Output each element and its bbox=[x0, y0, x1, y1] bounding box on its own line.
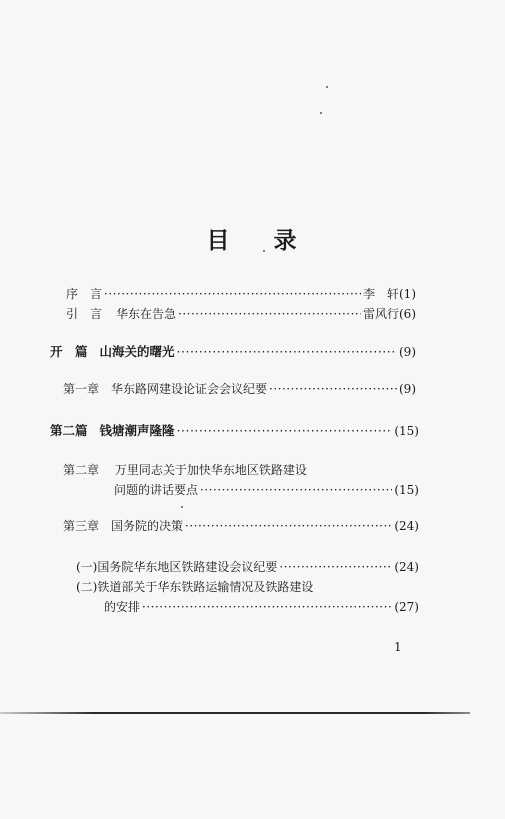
toc-leader-dots bbox=[200, 482, 392, 498]
title-char-2: 录 bbox=[273, 228, 299, 254]
toc-label: 第二篇 bbox=[50, 423, 88, 438]
toc-entry-opening-part[interactable] bbox=[50, 344, 416, 360]
toc-entry-preface[interactable] bbox=[66, 286, 416, 302]
toc-leader-dots bbox=[104, 286, 361, 302]
toc-leader-dots bbox=[177, 344, 397, 360]
toc-page: (9) bbox=[399, 382, 416, 396]
toc-label: 第一章 bbox=[63, 382, 100, 396]
toc-author-page: 雷风行(6) bbox=[363, 307, 416, 321]
toc-leader-dots bbox=[279, 559, 392, 575]
toc-title: 华东在告急 bbox=[116, 307, 177, 321]
toc-entry-chapter-2-line2[interactable] bbox=[114, 482, 419, 498]
toc-leader-dots bbox=[142, 599, 392, 615]
scan-speck bbox=[326, 86, 328, 88]
toc-entry-section-3-1[interactable] bbox=[76, 559, 419, 575]
toc-author-page: 李 轩(1) bbox=[363, 287, 416, 301]
toc-leader-dots bbox=[178, 306, 361, 322]
toc-page: (27) bbox=[394, 600, 419, 614]
toc-title: (一)国务院华东地区铁路建设会议纪要 bbox=[76, 560, 278, 574]
toc-entry-section-3-2-line1[interactable] bbox=[76, 579, 313, 595]
toc-label: 开 篇 bbox=[50, 344, 88, 359]
toc-title: 华东路网建设论证会会议纪要 bbox=[111, 382, 268, 396]
toc-entry-introduction[interactable] bbox=[66, 306, 416, 322]
toc-entry-section-3-2-line2[interactable] bbox=[104, 599, 419, 615]
toc-label: 引 言 bbox=[66, 307, 103, 321]
page-title bbox=[0, 222, 505, 255]
toc-title: 国务院的决策 bbox=[111, 519, 184, 533]
toc-title: 万里同志关于加快华东地区铁路建设 bbox=[114, 463, 307, 477]
page-number: 1 bbox=[394, 640, 402, 654]
bottom-rule bbox=[0, 712, 470, 714]
toc-page: (15) bbox=[394, 483, 419, 497]
toc-entry-chapter-3[interactable] bbox=[63, 518, 419, 534]
toc-leader-dots bbox=[269, 381, 397, 397]
toc-label: 序 言 bbox=[66, 287, 103, 301]
scan-speck bbox=[181, 506, 183, 508]
scan-speck bbox=[263, 250, 265, 252]
scan-speck bbox=[320, 112, 322, 114]
toc-title: (二)铁道部关于华东铁路运输情况及铁路建设 bbox=[76, 580, 314, 594]
toc-page: (15) bbox=[394, 424, 419, 438]
toc-entry-part-2[interactable] bbox=[50, 423, 419, 439]
toc-title: 山海关的曙光 bbox=[99, 344, 175, 359]
toc-entry-chapter-2-line1[interactable] bbox=[63, 462, 307, 478]
title-char-1: 目 bbox=[206, 228, 232, 254]
toc-title-cont: 的安排 bbox=[104, 600, 141, 614]
toc-entry-chapter-1[interactable] bbox=[63, 381, 416, 397]
toc-leader-dots bbox=[177, 423, 393, 439]
toc-page: (24) bbox=[394, 519, 419, 533]
toc-title-cont: 问题的讲话要点 bbox=[114, 483, 199, 497]
toc-page: (24) bbox=[394, 560, 419, 574]
toc-label: 第三章 bbox=[63, 519, 100, 533]
toc-label: 第二章 bbox=[63, 463, 100, 477]
toc-title: 钱塘潮声隆隆 bbox=[99, 423, 175, 438]
toc-page: (9) bbox=[399, 345, 416, 359]
toc-leader-dots bbox=[185, 518, 392, 534]
